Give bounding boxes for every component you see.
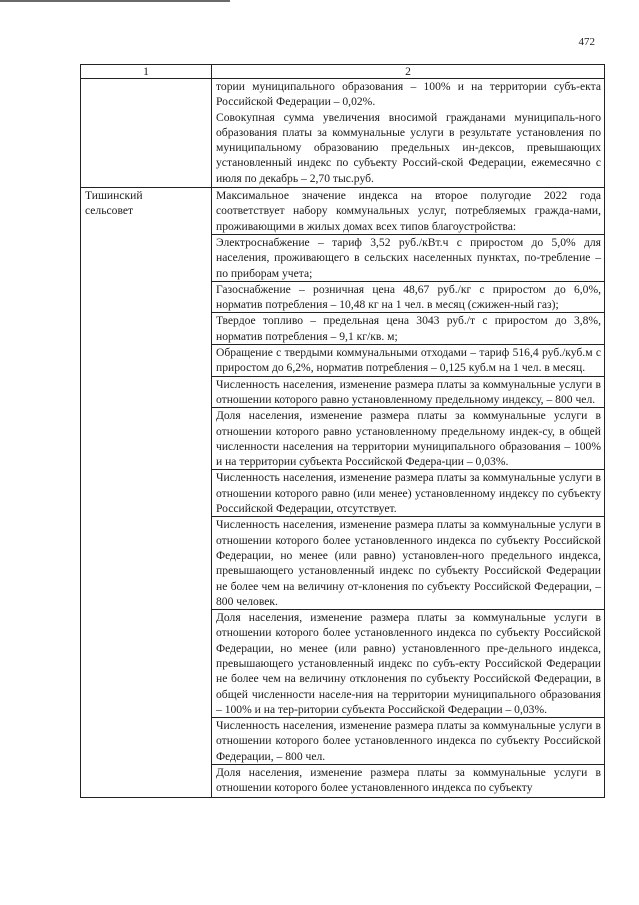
segment-waste: Обращение с твердыми коммунальными отходами – тариф 516,4 руб./куб.м с приростом до 6,2%, норматив потребления – 0,125 куб.м на 1 чел. в месяц.	[212, 344, 604, 376]
segment-population-equal: Численность населения, изменение размера платы за коммунальные услуги в отношении которого равно установленному предельному индексу, – 800 чел.	[212, 376, 604, 408]
segment-population-above: Численность населения, изменение размера платы за коммунальные услуги в отношении которого более установленного индекса по субъекту Российской Федерации, – 800 чел.	[212, 717, 604, 764]
document-table	[80, 64, 605, 798]
segment-solid-fuel: Твердое топливо – предельная цена 3043 руб./т с приростом до 3,8%, норматив потребления – 9,1 кг/кв. м;	[212, 312, 604, 344]
page-number: 472	[578, 36, 595, 48]
municipality-name-line2: сельсовет	[85, 204, 134, 218]
row1-paragraph-1: тории муниципального образования – 100% и на территории субъ-екта Российской Федерации – 0,02%.	[216, 80, 601, 109]
segment-share-between: Доля населения, изменение размера платы за коммунальные услуги в отношении которого более установленного индекса по субъекту Российской Федерации, но менее (или равно) установленного пре-дельного индекса, превышающего установленный индекс по субъ-екту Российской Федерации не более чем на величину отклонения по субъекту Российской Федерации, в общей численности населе-ния на территории муниципального образования – 100% и на тер-ритории субъекта Российской Федерации – 0,03%.	[212, 609, 604, 717]
row2-left-cell	[81, 188, 212, 798]
table-row	[81, 79, 605, 188]
segment-gas: Газоснабжение – розничная цена 48,67 руб./кг с приростом до 6,0%, норматив потребления – 10,48 кг на 1 чел. в месяц (сжижен-ный газ);	[212, 281, 604, 313]
row1-right-cell	[212, 79, 605, 188]
row1-paragraph-2: Совокупная сумма увеличения вносимой гражданами муниципаль-ного образования платы за коммунальные услуги в результате установления по муниципальному образованию предельных ин-дексов, превышающих установленный индекс по субъекту Россий-ской Федерации, ежемесячно с июля по декабрь – 2,70 тыс.руб.	[216, 110, 601, 185]
header-col-1: 1	[81, 65, 212, 79]
segment-population-below: Численность населения, изменение размера платы за коммунальные услуги в отношении которого равно (или менее) установленному индексу по субъекту Российской Федерации, отсутствует.	[212, 469, 604, 516]
segment-share-equal: Доля населения, изменение размера платы за коммунальные услуги в отношении которого равно установленному предельному индек-су, в общей численности населения на территории муниципального образования – 100% и на территории субъекта Российской Федера-ции – 0,03%.	[212, 407, 604, 469]
municipality-name-line1: Тишинский	[85, 189, 143, 203]
header-col-2: 2	[212, 65, 605, 79]
segment-max-index: Максимальное значение индекса на второе полугодие 2022 года соответствует набору коммунальных услуг, потребляемых гражда-нами, проживающими в жилых домах всех типов благоустройства:	[216, 189, 601, 233]
segment-electricity: Электроснабжение – тариф 3,52 руб./кВт.ч с приростом до 5,0% для населения, проживающего в сельских населенных пунктах, по-требление – по приборам учета;	[212, 234, 604, 281]
segment-share-above: Доля населения, изменение размера платы за коммунальные услуги в отношении которого более установленного индекса по субъекту	[212, 764, 604, 796]
top-rule	[0, 0, 230, 2]
table-row	[81, 188, 605, 798]
row1-left-cell	[81, 79, 212, 188]
segment-population-between: Численность населения, изменение размера платы за коммунальные услуги в отношении которого более установленного индекса по субъекту Российской Федерации, но менее (или равно) установлен-ного предельного индекса, превышающего установленный индекс по субъекту Российской Федерации не более чем на величину от-клонения по субъекту Российской Федерации, – 800 человек.	[212, 516, 604, 609]
row2-right-cell	[212, 188, 605, 798]
table-header-row	[81, 65, 605, 79]
